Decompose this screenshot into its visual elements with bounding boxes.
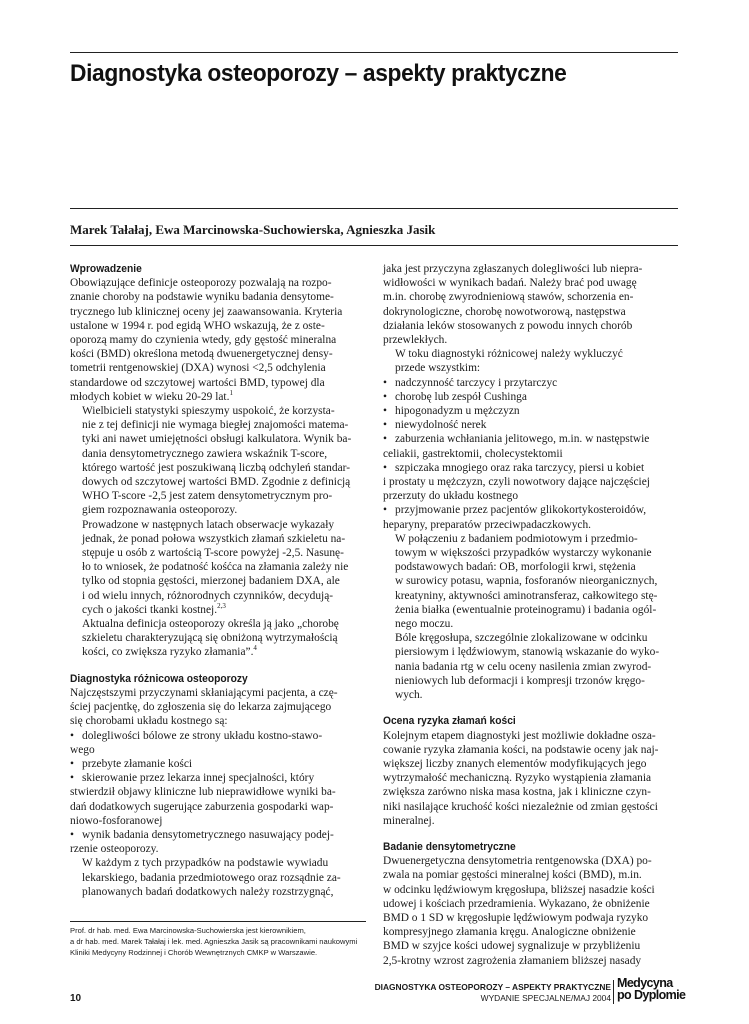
reference-number: 1 (229, 389, 233, 398)
text-line: W każdym z tych przypadków na podstawie wywiadu (82, 857, 329, 870)
text-line: trycznego lub klinicznej oceny jej zaawansowania. Kryteria (70, 305, 343, 318)
text-line: W toku diagnostyki różnicowej należy wykluczyć (395, 348, 623, 361)
text-line: • szpiczaka mnogiego oraz raka tarczycy, piersi u kobiet (383, 461, 645, 474)
bullet-item (383, 404, 676, 418)
top-rule (70, 52, 678, 53)
text-line: Kliniki Medycyny Rodzinnej i Chorób Wewnętrznych CMKP w Warszawie. (70, 948, 318, 957)
bullet-item (383, 432, 676, 460)
paragraph (383, 262, 676, 347)
bullet-icon: • (383, 419, 387, 432)
text-line: piersiowym i lędźwiowym, stanowią wskazanie do wyko- (395, 646, 660, 659)
text-line: • nadczynność tarczycy i przytarczyc (383, 376, 558, 389)
text-line: zwala na pomiar gęstości mineralnej kości (BMD), m.in. (383, 869, 642, 882)
text-line: widłowości w wynikach badań. Należy brać pod uwagę (383, 277, 637, 290)
text-line: ściej pacjentkę, do zgłoszenia się do lekarza zajmującego (70, 701, 332, 714)
authors-rule (70, 245, 678, 246)
text-line: żenia białka (ewentualnie proteinogramu) i badania ogól- (395, 603, 657, 616)
section-heading: Diagnostyka różnicowa osteoporozy (70, 672, 248, 685)
text-line: się chorobami układu kostnego są: (70, 715, 228, 728)
text-line: tylko od stopnia gęstości, mierzonej badaniem DXA, ale (82, 575, 340, 588)
article-title: Diagnostyka osteoporozy – aspekty praktyczne (70, 60, 567, 87)
running-title: DIAGNOSTYKA OSTEOPOROZY – ASPEKTY PRAKTYCZNE (374, 982, 611, 992)
text-line: ło to wniosek, że podatność kośćca na złamania zależy nie (82, 561, 349, 574)
text-line: wytrzymałość mechaniczną. Ryzyko wystąpienia złamania (383, 772, 652, 785)
text-line: kreatyniny, aktywności aminotransferaz, całkowitego stę- (395, 589, 658, 602)
text-line: wych. (395, 689, 423, 702)
reference-number: 4 (253, 644, 257, 653)
bullet-list (383, 376, 676, 532)
paragraph (70, 856, 362, 899)
title-rule (70, 208, 678, 209)
bullet-icon: • (70, 828, 74, 841)
text-line: standardowe od szczytowej wartości BMD, typowej dla (70, 376, 325, 389)
text-line: a dr hab. med. Marek Tałałaj i lek. med. Agnieszka Jasik są pracownikami naukowymi (70, 937, 358, 946)
bullet-item (383, 461, 676, 504)
bullet-item (70, 729, 362, 757)
reference-number: 2,3 (217, 602, 226, 611)
text-line: • dolegliwości bólowe ze strony układu kostno-stawo- (70, 729, 323, 742)
bullet-list (70, 729, 362, 857)
text-line: podstawowych badań: OB, morfologii krwi, stężenia (395, 561, 636, 574)
footnote-rule (70, 921, 366, 922)
logo-line-1: Medycyna (617, 976, 673, 990)
text-line: Dwuenergetyczna densytometria rentgenowska (DXA) po- (383, 855, 652, 868)
text-line: Kolejnym etapem diagnostyki jest możliwie dokładne osza- (383, 729, 656, 742)
text-line: celiakii, gastrektomii, cholecystektomii (383, 447, 563, 460)
text-line: Prof. dr hab. med. Ewa Marcinowska-Suchowierska jest kierownikiem, (70, 926, 306, 935)
text-line: przewlekłych. (383, 334, 448, 347)
text-line: Najczęstszymi przyczynami skłaniającymi pacjenta, a czę- (70, 686, 338, 699)
text-line: towym w większości przypadków wystarczy wykonanie (395, 547, 652, 560)
bullet-icon: • (383, 461, 387, 474)
text-line: WHO T-score -2,5 jest zatem densytometrycznym pro- (82, 490, 333, 503)
text-line: znanie choroby na podstawie wyniku badania densytome- (70, 291, 334, 304)
text-line: nieniowych lub deformacji i kompresji trzonów kręgo- (395, 674, 645, 687)
section-heading: Wprowadzenie (70, 263, 142, 275)
bullet-icon: • (70, 757, 74, 770)
text-line: niki nasilające kruchość kości niezależnie od zmian gęstości (383, 800, 658, 813)
text-line: dań dodatkowych sugerujące zaburzenia gospodarki wap- (70, 800, 334, 813)
text-line: rzenie osteoporozy. (70, 843, 159, 856)
paragraph (70, 404, 362, 518)
text-line: heparyny, preparatów przeciwpadaczkowych. (383, 518, 591, 531)
text-line: • hipogonadyzm u mężczyzn (383, 405, 520, 418)
text-line: większej liczby znanych elementów modyfikujących jego (383, 757, 647, 770)
text-line: stępuje u osób z wartością T-score powyżej -2,5. Nasunę- (82, 547, 344, 560)
text-line: młodych kobiet w wieku 20-29 lat.$^1$ (70, 389, 233, 403)
bullet-item (383, 418, 676, 432)
text-line: • chorobę lub zespół Cushinga (383, 390, 527, 403)
running-footer (375, 982, 611, 1004)
text-line: planowanych badań dodatkowych należy rozstrzygnąć, (82, 885, 334, 898)
text-line: nego moczu. (395, 618, 454, 631)
text-line: niowo-fosforanowej (70, 814, 163, 827)
text-line: kości, co zwiększa ryzyko złamania”.$^4$ (82, 644, 257, 659)
text-line: BMD o 1 SD w kręgosłupie lędźwiowym podwaja ryzyko (383, 911, 649, 924)
text-line: • skierowanie przez lekarza innej specjalności, który (70, 772, 315, 785)
journal-logo (617, 978, 685, 1001)
text-line: Bóle kręgosłupa, szczególnie zlokalizowane w odcinku (395, 632, 648, 645)
text-line: Prowadzone w następnych latach obserwacje wykazały (82, 518, 335, 531)
paragraph (70, 276, 362, 404)
paragraph (383, 631, 676, 702)
paragraph (383, 854, 676, 968)
logo-line-2: po Dyplomie (617, 987, 686, 1002)
text-line: BMD w szyjce kości udowej sygnalizuje w przybliżeniu (383, 940, 641, 953)
text-line: W połączeniu z badaniem podmiotowym i przedmio- (395, 532, 638, 545)
text-line: lekarskiego, badania przedmiotowego oraz rozsądnie za- (82, 871, 341, 884)
text-line: którego wartość jest poszukiwaną liczbą odchyleń standar- (82, 461, 350, 474)
paragraph (70, 617, 362, 660)
text-line: nania badania rtg w celu oceny nasilenia zmian zwyrod- (395, 660, 652, 673)
bullet-icon: • (383, 376, 387, 389)
bullet-item (383, 503, 676, 531)
text-line: cych o jakości tkanki kostnej.$^{2,3}$ (82, 602, 226, 616)
bullet-icon: • (383, 504, 387, 517)
right-column (383, 262, 676, 968)
text-line: tometrii rentgenowskiej (DXA) wynosi <2,5 odchylenia (70, 362, 326, 375)
text-line: • przebyte złamanie kości (70, 757, 193, 770)
text-line: • przyjmowanie przez pacjentów glikokortykosteroidów, (383, 504, 647, 517)
bullet-item (383, 376, 676, 390)
bullet-item (383, 390, 676, 404)
text-line: kości (BMD) określona metodą dwuenergetycznej densy- (70, 348, 333, 361)
text-line: działania leków stosowanych z powodu innych chorób (383, 319, 633, 332)
bullet-icon: • (383, 390, 387, 403)
footnote (70, 925, 370, 958)
paragraph (383, 347, 676, 375)
text-line: jaka jest przyczyna zgłaszanych dolegliwości lub niepra- (383, 263, 643, 275)
text-line: i prostaty u mężczyzn, czyli nowotwory dające najczęściej (383, 476, 650, 489)
text-line: giem rozpoznawania osteoporozy. (82, 504, 238, 517)
text-line: udowej i kościach przedramienia. Wykazano, że obniżenie (383, 897, 650, 910)
bullet-icon: • (70, 729, 74, 742)
text-line: jednak, że ponad połowa wszystkich złamań szkieletu na- (82, 532, 346, 545)
bullet-icon: • (70, 772, 74, 785)
text-line: w surowicy potasu, wapnia, fosforanów nieorganicznych, (395, 575, 658, 588)
text-line: tyki ani nawet umiejętności obsługi kalkulatora. Wynik ba- (82, 433, 352, 446)
text-line: i od wielu innych, różnorodnych czynników, decydują- (82, 589, 334, 602)
section-heading: Ocena ryzyka złamań kości (383, 715, 516, 728)
text-line: m.in. chorobę zwyrodnieniową stawów, schorzenia en- (383, 291, 634, 304)
text-line: nie z tej definicji nie wymaga biegłej znajomości matema- (82, 419, 349, 432)
bullet-item (70, 828, 362, 856)
section-heading: Badanie densytometryczne (383, 840, 516, 853)
text-line: przerzuty do układu kostnego (383, 490, 519, 503)
paragraph (383, 729, 676, 828)
text-line: ustalone w 1994 r. pod egidą WHO wskazują, że z oste- (70, 319, 325, 332)
page-number: 10 (70, 993, 82, 1004)
text-line: Aktualna definicja osteoporozy określa ją jako „chorobę (82, 618, 339, 631)
text-line: wego (70, 743, 95, 756)
bullet-item (70, 757, 362, 771)
bullet-item (70, 771, 362, 828)
text-line: dania densytometrycznego zawiera wskaźnik T-score, (82, 447, 328, 460)
text-line: • wynik badania densytometrycznego nasuwający podej- (70, 828, 334, 841)
paragraph (70, 518, 362, 617)
text-line: stwierdził objawy kliniczne lub nieprawidłowe wyniki ba- (70, 786, 336, 799)
text-line: szkieletu charakteryzującą się obniżoną wytrzymałością (82, 632, 338, 645)
text-line: mineralnej. (383, 814, 435, 827)
paragraph (70, 686, 362, 729)
text-line: kompresyjnego złamania kręgu. Analogiczne obniżenie (383, 926, 636, 939)
authors: Marek Tałałaj, Ewa Marcinowska-Suchowierska, Agnieszka Jasik (70, 222, 436, 237)
bullet-icon: • (383, 433, 387, 446)
text-line: • zaburzenia wchłaniania jelitowego, m.in. w następstwie (383, 433, 650, 446)
footer-separator (613, 980, 614, 1004)
bullet-icon: • (383, 405, 387, 418)
text-line: • niewydolność nerek (383, 419, 487, 432)
text-line: 2,5-krotny wzrost zagrożenia złamaniem bliższej nasady (383, 954, 642, 967)
text-line: w odcinku lędźwiowym kręgosłupa, bliższej nasadzie kości (383, 883, 655, 896)
text-line: oporozą mamy do czynienia wtedy, gdy gęstość mineralna (70, 334, 337, 347)
text-line: zwiększa zarówno niska masa kostna, jak i kliniczne czyn- (383, 786, 651, 799)
text-line: Wielbicieli statystyki spieszymy uspokoić, że korzysta- (82, 405, 335, 418)
text-line: przede wszystkim: (395, 362, 481, 375)
text-line: dokrynologiczne, chorobę nowotworową, następstwa (383, 305, 626, 318)
text-line: cowanie ryzyka złamania kości, na podstawie oceny jak naj- (383, 743, 659, 756)
issue-label: WYDANIE SPECJALNE/MAJ 2004 (480, 993, 611, 1003)
text-line: Obowiązujące definicje osteoporozy pozwalają na rozpo- (70, 277, 332, 290)
left-column (70, 262, 362, 899)
text-line: dowych od szczytowej wartości BMD. Zgodnie z definicją (82, 476, 351, 489)
paragraph (383, 532, 676, 631)
